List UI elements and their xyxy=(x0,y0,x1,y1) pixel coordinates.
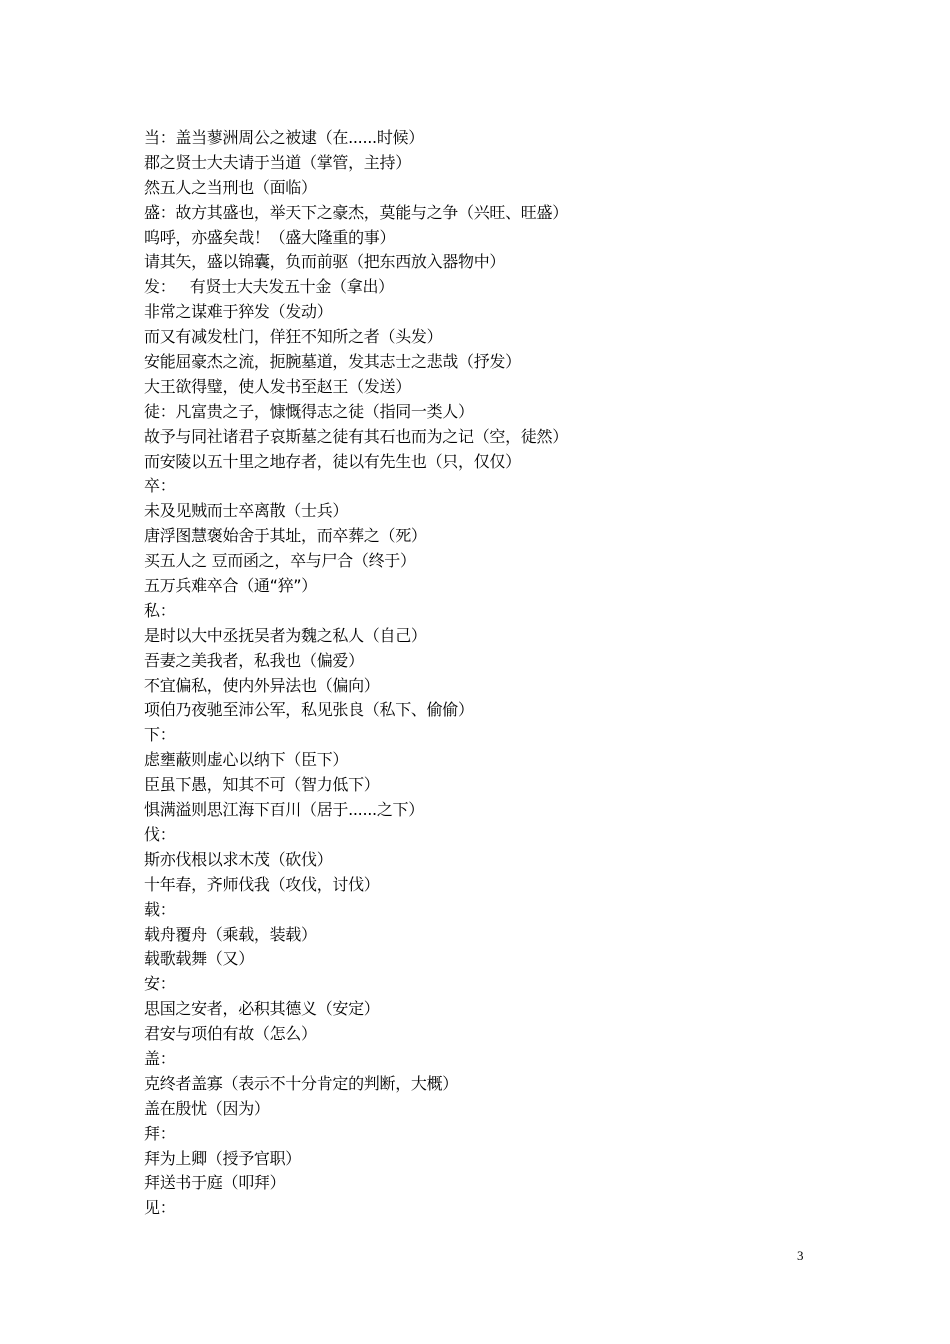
text-line: 是时以大中丞抚吴者为魏之私人（自己） xyxy=(144,625,427,645)
text-line: 买五人之 豆而函之，卒与尸合（终于） xyxy=(144,551,416,571)
text-line: 不宜偏私，使内外异法也（偏向） xyxy=(144,675,380,695)
page-number: 3 xyxy=(797,1248,804,1263)
text-line: 呜呼，亦盛矣哉！（盛大隆重的事） xyxy=(144,227,396,247)
text-line: 安： xyxy=(144,974,176,994)
text-line: 安能屈豪杰之流，扼腕墓道，发其志士之悲哉（抒发） xyxy=(144,352,521,372)
text-line: 虑壅蔽则虚心以纳下（臣下） xyxy=(144,750,349,770)
text-line: 载舟覆舟（乘载，装载） xyxy=(144,924,317,944)
text-line: 盖在殷忧（因为） xyxy=(144,1098,270,1118)
text-line: 未及见贼而士卒离散（士兵） xyxy=(144,501,349,521)
text-line: 见： xyxy=(144,1198,176,1218)
text-line: 下： xyxy=(144,725,176,745)
text-line: 拜： xyxy=(144,1123,176,1143)
text-line: 拜送书于庭（叩拜） xyxy=(144,1173,286,1193)
body-text xyxy=(144,126,824,1221)
text-line: 克终者盖寡（表示不十分肯定的判断，大概） xyxy=(144,1073,459,1093)
text-line: 当：盖当蓼洲周公之被逮（在......时候） xyxy=(144,128,424,147)
text-line: 卒： xyxy=(144,476,176,496)
text-line: 吾妻之美我者，私我也（偏爱） xyxy=(144,650,364,670)
text-line: 伐： xyxy=(144,824,176,844)
text-line: 郡之贤士大夫请于当道（掌管，主持） xyxy=(144,152,411,172)
text-line: 载： xyxy=(144,899,176,919)
text-line: 盖： xyxy=(144,1048,176,1068)
text-line: 请其矢，盛以锦囊，负而前驱（把东西放入器物中） xyxy=(144,252,506,272)
text-line: 发： 有贤士大夫发五十金（拿出） xyxy=(144,277,394,297)
text-line: 非常之谋难于猝发（发动） xyxy=(144,302,333,322)
text-line: 君安与项伯有故（怎么） xyxy=(144,1024,317,1044)
text-line: 载歌载舞（又） xyxy=(144,949,254,969)
text-line: 项伯乃夜驰至沛公军，私见张良（私下、偷偷） xyxy=(144,700,474,720)
text-line: 十年春，齐师伐我（攻伐，讨伐） xyxy=(144,874,380,894)
text-line: 徒：凡富贵之子，慷慨得志之徒（指同一类人） xyxy=(144,401,474,421)
text-line: 大王欲得璧，使人发书至赵王（发送） xyxy=(144,376,411,396)
text-line: 而又有减发杜门，佯狂不知所之者（头发） xyxy=(144,327,443,347)
text-line: 唐浮图慧褒始舍于其址，而卒葬之（死） xyxy=(144,526,427,546)
text-line: 私： xyxy=(144,600,176,620)
text-line: 然五人之当刑也（面临） xyxy=(144,177,317,197)
text-line: 五万兵难卒合（通“猝”） xyxy=(144,576,317,596)
text-line: 思国之安者，必积其德义（安定） xyxy=(144,999,380,1019)
text-line: 斯亦伐根以求木茂（砍伐） xyxy=(144,849,333,869)
text-line: 臣虽下愚，知其不可（智力低下） xyxy=(144,775,380,795)
text-line: 拜为上卿（授予官职） xyxy=(144,1148,302,1168)
text-line: 故予与同社诸君子哀斯墓之徒有其石也而为之记（空，徒然） xyxy=(144,426,568,446)
text-line: 惧满溢则思江海下百川（居于......之下） xyxy=(144,800,424,820)
text-line: 而安陵以五十里之地存者，徒以有先生也（只，仅仅） xyxy=(144,451,521,471)
text-line: 盛：故方其盛也，举天下之豪杰，莫能与之争（兴旺、旺盛） xyxy=(144,202,568,222)
